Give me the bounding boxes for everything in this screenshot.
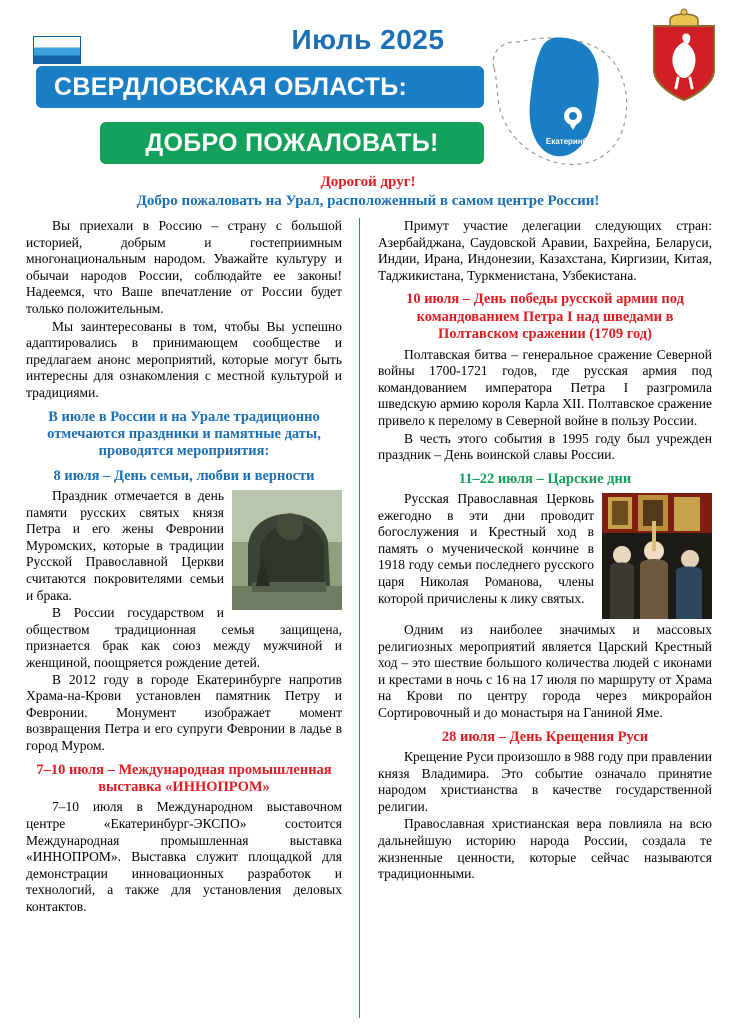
right-heading-tsar-days: 11–22 июля – Царские дни (458, 470, 632, 487)
left-paragraph-6: 7–10 июля в Международном выставочном центре «Екатеринбург-ЭКСПО» состоится Международная промышленная выставка «ИННОПРОМ». Выставка служит площадкой для демонстрации инновационных разработок и технологий, а также для установления деловых контактов. (26, 799, 342, 914)
left-paragraph-3: Праздник отмечается в день памяти русских святых князя Петра и его жены Февронии Муромских, которые в традиции Русской Православной Церкви считаются покровителями семьи и брака. (26, 488, 224, 603)
right-heading-poltava: 10 июля – День победы русской армии под командованием Петра I над шведами в Полтавском сражении (1709 год) (406, 291, 684, 343)
map-city-label: Екатеринбург (545, 137, 601, 146)
right-paragraph-1: Примут участие делегации следующих стран: Азербайджана, Саудовской Аравии, Бахрейна, Беларуси, Индии, Ирана, Индонезии, Казахстана, Киргизии, Китая, Таджикистана, Туркменистана, Узбекистана. (378, 218, 712, 283)
left-column (26, 218, 360, 1018)
sverdlovsk-coat-of-arms-icon (650, 8, 718, 104)
page-header (0, 0, 736, 168)
right-paragraph-4: Русская Православная Церковь ежегодно в эти дни проводит богослужения и Крестный ход в память о мученической кончине в 1918 году семьи последнего русского царя Николая Романова, члены которой причислены к лику святых. (378, 491, 594, 606)
title-band-welcome (100, 122, 484, 164)
left-paragraph-4: В России государством и обществом традиционная семья защищена, признается брак как союз между мужчиной и женщиной, поощряется рождение детей. (26, 605, 342, 671)
left-heading-innoprom: 7–10 июля – Международная промышленная выставка «ИННОПРОМ» (36, 761, 332, 795)
left-heading-family-day: 8 июля – День семьи, любви и верности (53, 467, 315, 484)
right-paragraph-3: В честь этого события в 1995 году был учрежден праздник – День воинской славы России. (378, 430, 712, 463)
right-paragraph-7: Православная христианская вера повлияла на всю дальнейшую историю народа России, создала те жизненные ценности, которые сейчас называются традиционными. (378, 816, 712, 882)
monument-peter-and-fevronia-photo (232, 490, 342, 610)
title-band-region-label: СВЕРДЛОВСКАЯ ОБЛАСТЬ: (54, 72, 408, 101)
title-band-welcome-label: ДОБРО ПОЖАЛОВАТЬ! (145, 128, 439, 157)
right-paragraph-2: Полтавская битва – генеральное сражение Северной войны 1700-1721 годов, где русская армия под командованием императора Петра I разгромила шведскую армию короля Карла XII. Полтавское сражение привело к перелому в Северной войне в пользу России. (378, 346, 712, 428)
sverdlovsk-region-map-icon (486, 32, 636, 168)
left-heading-traditions: В июле в России и на Урале традиционно отмечаются праздники и памятные даты, проводятся мероприятия: (47, 408, 321, 460)
left-paragraph-5: В 2012 году в городе Екатеринбурге напротив Храма-на-Крови установлен памятник Петру и Февронии. Монумент изображает момент возвращения Петра и его супруги Февронии в ладье в город Муром. (26, 671, 342, 753)
tsar-procession-photo (602, 493, 712, 619)
intro-line-1: Дорогой друг! (320, 174, 416, 190)
left-paragraph-1: Вы приехали в Россию – страну с большой историей, добрым и гостеприимным многонациональным народом. Уважайте культуру и обычаи народов России, соблюдайте ее законы! Надеемся, что Ваше впечатление от России будет только положительным. (26, 218, 342, 316)
left-paragraph-2: Мы заинтересованы в том, чтобы Вы успешно адаптировались в принимающем сообществе и предлагаем анонс мероприятий, которые могут быть интересны для ознакомления с местной культурой и традициями. (26, 318, 342, 400)
issue-date: Июль 2025 (291, 24, 445, 55)
right-column (378, 218, 712, 1018)
right-paragraph-6: Крещение Руси произошло в 988 году при правлении князя Владимира. Это событие означало принятие народом христианства в качестве государственной религии. (378, 749, 712, 814)
right-heading-baptism: 28 июля – День Крещения Руси (441, 728, 649, 745)
article-columns (26, 218, 712, 1018)
right-paragraph-5: Одним из наиболее значимых и массовых религиозных мероприятий является Царский Крестный ход – это шествие большого количества людей с иконами и крестами в ночь с 16 на 17 июля по маршруту от Храма на Крови по центру города через микрорайон Сортировочный и до монастыря на Ганиной Яме. (378, 622, 712, 721)
intro-block (0, 174, 736, 210)
title-band-region (36, 66, 484, 108)
intro-line-2: Добро пожаловать на Урал, расположенный в самом центре России! (136, 193, 600, 209)
